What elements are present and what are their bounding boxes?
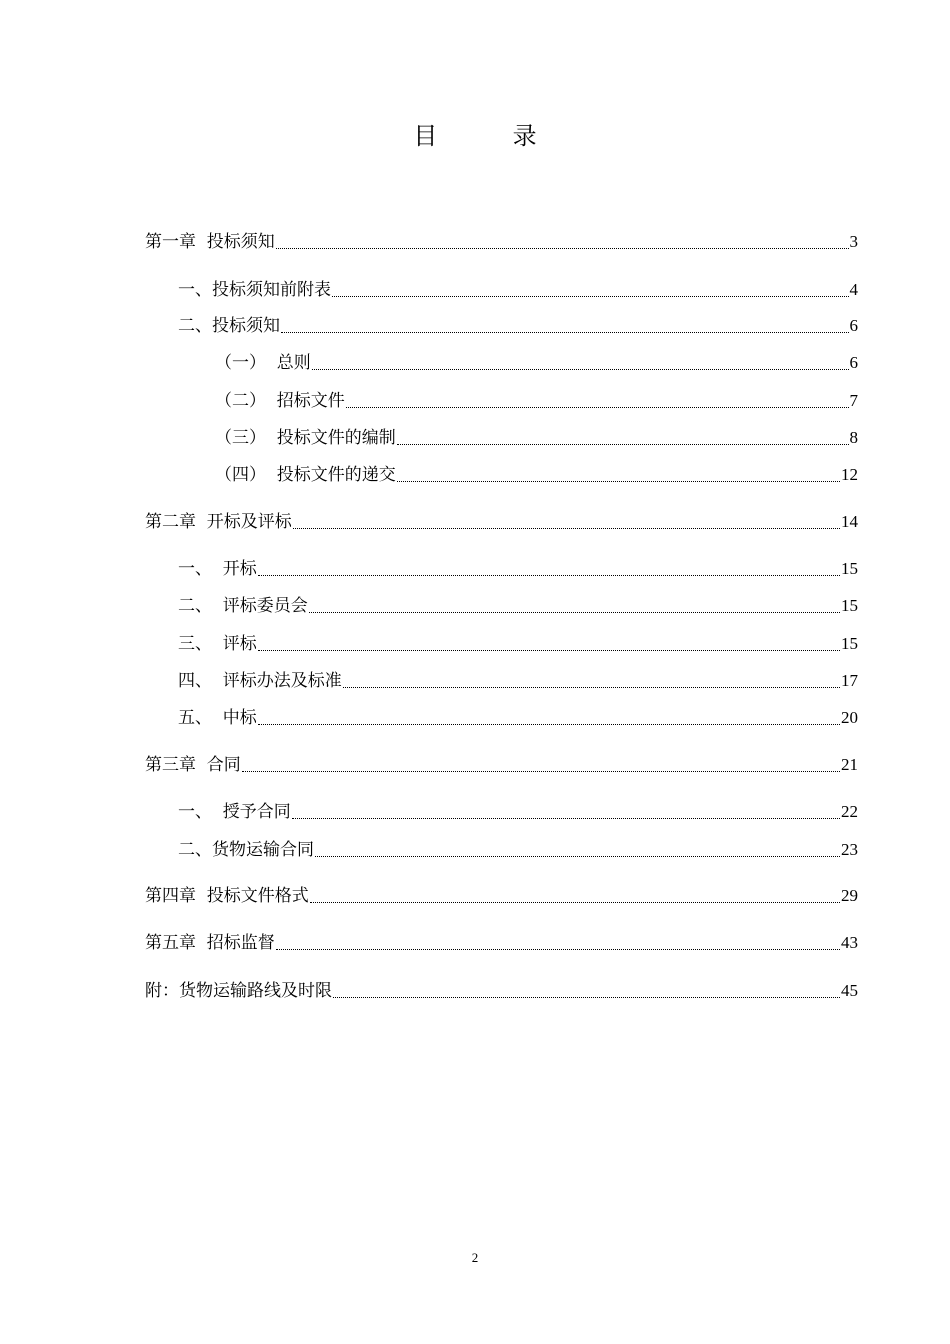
toc-entry-label: （三） 投标文件的编制 <box>215 428 396 448</box>
toc-entry-page: 3 <box>849 232 858 251</box>
toc-entry[interactable] <box>215 351 858 375</box>
toc-entry-page: 22 <box>841 802 858 821</box>
toc-entry-label: 附：货物运输路线及时限 <box>145 981 332 1001</box>
toc-entry-page: 43 <box>841 933 858 952</box>
toc-entry[interactable] <box>145 230 858 254</box>
toc-entry[interactable] <box>178 594 858 618</box>
toc-entry[interactable] <box>178 314 858 338</box>
dot-leader <box>281 332 849 333</box>
toc-entry-page: 21 <box>841 755 858 774</box>
dot-leader <box>292 818 840 819</box>
toc-entry[interactable] <box>178 706 858 730</box>
toc-entry[interactable] <box>145 884 858 908</box>
page-title: 目 录 <box>413 122 557 150</box>
toc-entry[interactable] <box>145 931 858 955</box>
toc-entry-label: 第一章 投标须知 <box>145 232 275 252</box>
toc-entry-page: 15 <box>841 559 858 578</box>
toc-entry-page: 45 <box>841 981 858 1000</box>
toc-entry-label: 第三章 合同 <box>145 755 241 775</box>
toc-entry[interactable] <box>215 426 858 450</box>
toc-entry-page: 4 <box>849 280 858 299</box>
toc-entry-page: 17 <box>841 671 858 690</box>
toc-entry-label: 四、 评标办法及标准 <box>178 671 342 691</box>
toc-entry-page: 15 <box>841 634 858 653</box>
dot-leader <box>397 444 849 445</box>
toc-entry-label: （四） 投标文件的递交 <box>215 465 396 485</box>
toc-entry[interactable] <box>215 463 858 487</box>
dot-leader <box>312 369 849 370</box>
toc-entry-label: 五、 中标 <box>178 708 257 728</box>
toc-entry-page: 8 <box>849 428 858 447</box>
toc-entry-label: 二、 评标委员会 <box>178 596 308 616</box>
toc-entry-page: 20 <box>841 708 858 727</box>
toc-entry[interactable] <box>145 510 858 534</box>
dot-leader <box>276 248 849 249</box>
dot-leader <box>276 949 840 950</box>
dot-leader <box>315 856 840 857</box>
toc-entry-label: （二） 招标文件 <box>215 391 345 411</box>
dot-leader <box>258 724 840 725</box>
toc-entry-page: 15 <box>841 596 858 615</box>
toc-entry[interactable] <box>178 838 858 862</box>
toc-entry[interactable] <box>215 389 858 413</box>
dot-leader <box>346 407 849 408</box>
toc-entry-label: （一） 总则 <box>215 353 311 373</box>
toc-entry[interactable] <box>145 979 858 1003</box>
toc-entry-page: 6 <box>849 316 858 335</box>
dot-leader <box>258 650 840 651</box>
toc-entry-page: 7 <box>849 391 858 410</box>
dot-leader <box>293 528 840 529</box>
toc-entry-page: 29 <box>841 886 858 905</box>
toc-entry-label: 二、货物运输合同 <box>178 840 314 860</box>
toc-entry-label: 第二章 开标及评标 <box>145 512 292 532</box>
toc-entry[interactable] <box>178 669 858 693</box>
toc-entry-page: 14 <box>841 512 858 531</box>
toc-entry-label: 一、投标须知前附表 <box>178 280 331 300</box>
dot-leader <box>397 481 840 482</box>
toc-entry-page: 12 <box>841 465 858 484</box>
toc-entry-page: 6 <box>849 353 858 372</box>
dot-leader <box>242 771 840 772</box>
dot-leader <box>333 997 840 998</box>
dot-leader <box>332 296 849 297</box>
toc-entry[interactable] <box>178 278 858 302</box>
toc-entry-label: 一、 开标 <box>178 559 257 579</box>
page-number: 2 <box>471 1250 479 1265</box>
toc-entry[interactable] <box>178 800 858 824</box>
dot-leader <box>258 575 840 576</box>
toc-entry-label: 三、 评标 <box>178 634 257 654</box>
toc-entry-label: 二、投标须知 <box>178 316 280 336</box>
toc-entry[interactable] <box>178 632 858 656</box>
toc-entry-page: 23 <box>841 840 858 859</box>
dot-leader <box>310 902 840 903</box>
dot-leader <box>309 612 840 613</box>
toc-entry-label: 第四章 投标文件格式 <box>145 886 309 906</box>
dot-leader <box>343 687 840 688</box>
toc-entry-label: 一、 授予合同 <box>178 802 291 822</box>
toc-entry[interactable] <box>145 753 858 777</box>
toc-entry[interactable] <box>178 557 858 581</box>
toc-entry-label: 第五章 招标监督 <box>145 933 275 953</box>
